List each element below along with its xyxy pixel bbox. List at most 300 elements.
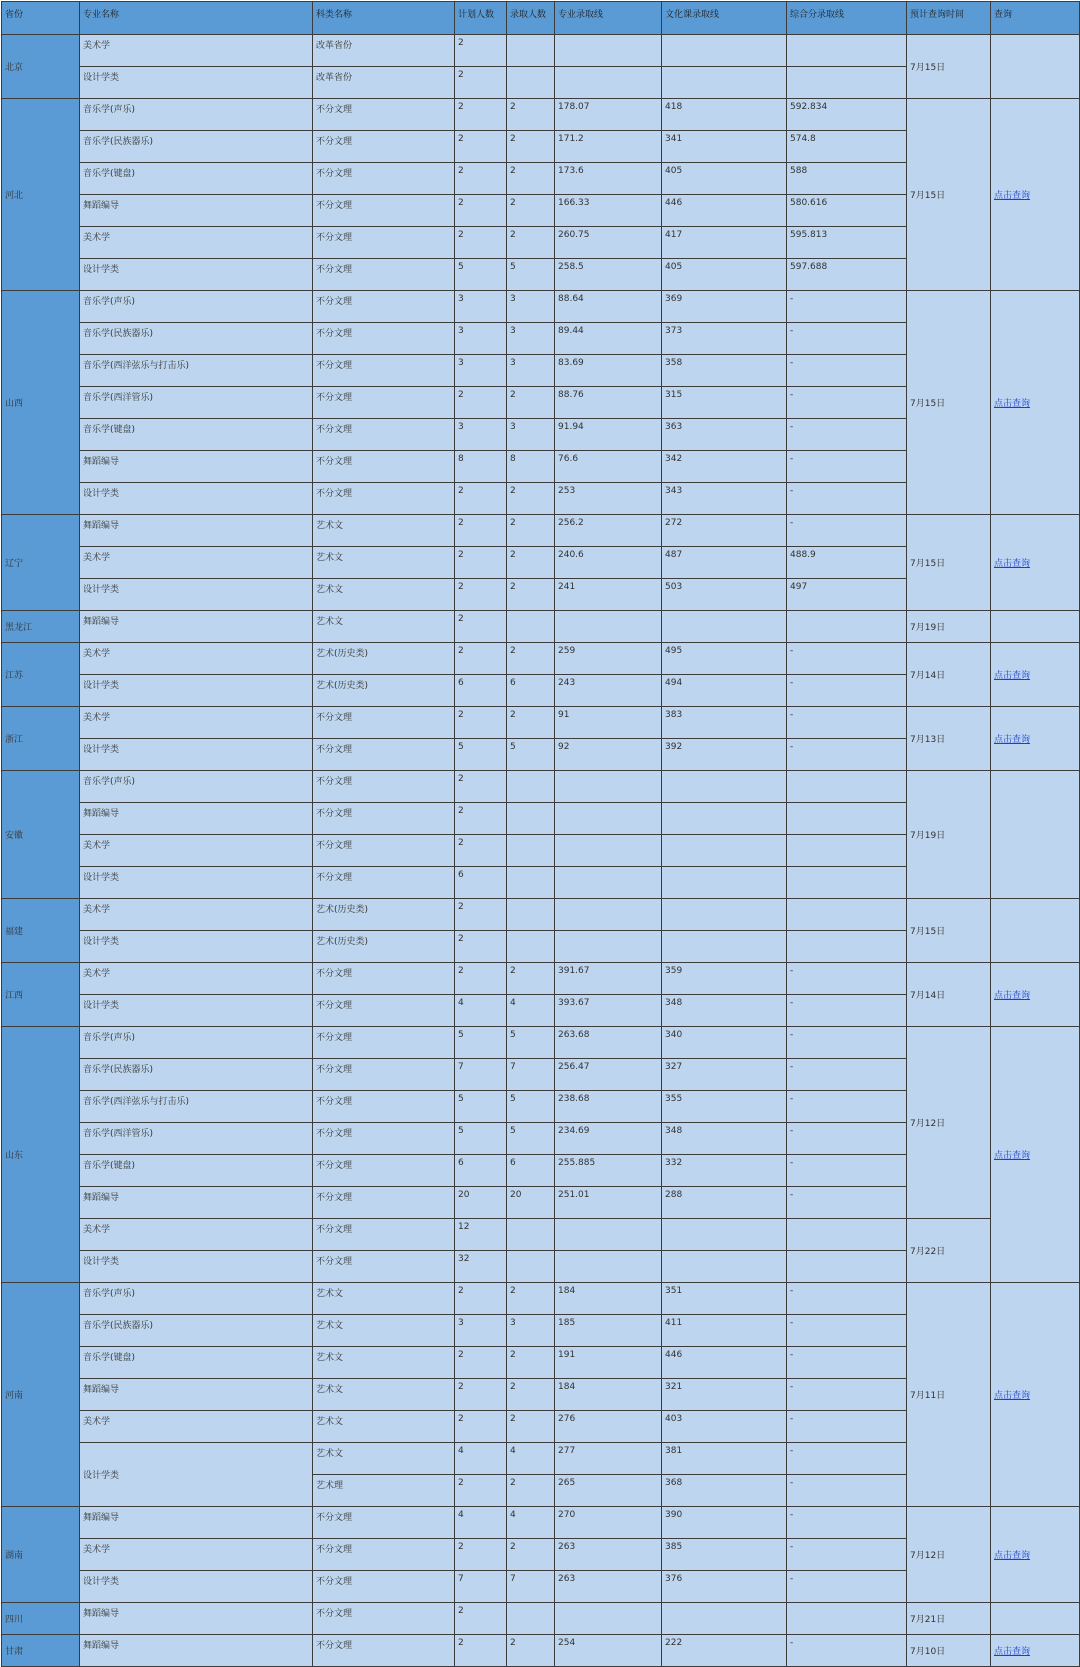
admit-count-cell: 2	[507, 163, 555, 195]
culture-score-cell: 376	[662, 1571, 787, 1603]
composite-score-cell: -	[787, 1283, 907, 1315]
culture-score-cell: 351	[662, 1283, 787, 1315]
admit-count-cell: 3	[507, 419, 555, 451]
major-cell: 美术学	[80, 643, 313, 675]
composite-score-cell: -	[787, 355, 907, 387]
plan-count-cell: 2	[455, 227, 507, 259]
table-row	[2, 611, 1080, 643]
category-cell: 艺术文	[313, 1347, 455, 1379]
composite-score-cell: -	[787, 1571, 907, 1603]
plan-count-cell: 3	[455, 419, 507, 451]
professional-score-cell: 88.64	[555, 291, 662, 323]
category-cell: 不分文理	[313, 387, 455, 419]
query-link[interactable]: 点击查询	[994, 559, 1031, 569]
province-cell: 黑龙江	[2, 611, 80, 643]
table-row	[2, 1507, 1080, 1539]
culture-score-cell: 383	[662, 707, 787, 739]
table-row	[2, 35, 1080, 67]
major-cell: 设计学类	[80, 675, 313, 707]
query-time-cell: 7月15日	[907, 291, 991, 515]
major-cell: 设计学类	[80, 739, 313, 771]
culture-score-cell: 321	[662, 1379, 787, 1411]
major-cell: 设计学类	[80, 1443, 313, 1507]
header-culture-score: 文化课录取线	[662, 2, 787, 35]
province-cell: 安徽	[2, 771, 80, 899]
category-cell: 不分文理	[313, 1219, 455, 1251]
culture-score-cell: 341	[662, 131, 787, 163]
category-cell: 艺术理	[313, 1475, 455, 1507]
plan-count-cell: 3	[455, 323, 507, 355]
culture-score-cell: 343	[662, 483, 787, 515]
professional-score-cell	[555, 611, 662, 643]
professional-score-cell: 91.94	[555, 419, 662, 451]
major-cell: 美术学	[80, 547, 313, 579]
table-row	[2, 771, 1080, 803]
culture-score-cell: 417	[662, 227, 787, 259]
category-cell: 艺术文	[313, 547, 455, 579]
professional-score-cell: 76.6	[555, 451, 662, 483]
culture-score-cell: 392	[662, 739, 787, 771]
category-cell: 艺术文	[313, 1283, 455, 1315]
table-row	[2, 1603, 1080, 1635]
query-time-cell: 7月15日	[907, 899, 991, 963]
composite-score-cell	[787, 35, 907, 67]
query-time-cell: 7月19日	[907, 771, 991, 899]
major-cell: 舞蹈编导	[80, 451, 313, 483]
header-composite-score: 综合分录取线	[787, 2, 907, 35]
major-cell: 舞蹈编导	[80, 1187, 313, 1219]
professional-score-cell: 263	[555, 1571, 662, 1603]
query-link[interactable]: 点击查询	[994, 735, 1031, 745]
professional-score-cell	[555, 35, 662, 67]
query-cell	[991, 771, 1080, 899]
major-cell: 舞蹈编导	[80, 1603, 313, 1635]
category-cell: 艺术(历史类)	[313, 899, 455, 931]
category-cell: 不分文理	[313, 1507, 455, 1539]
plan-count-cell: 7	[455, 1571, 507, 1603]
table-row	[2, 1219, 1080, 1251]
province-cell: 福建	[2, 899, 80, 963]
major-cell: 音乐学(西洋弦乐与打击乐)	[80, 355, 313, 387]
major-cell: 设计学类	[80, 1251, 313, 1283]
plan-count-cell: 2	[455, 483, 507, 515]
category-cell: 艺术(历史类)	[313, 643, 455, 675]
province-cell: 湖南	[2, 1507, 80, 1603]
composite-score-cell	[787, 803, 907, 835]
plan-count-cell: 5	[455, 739, 507, 771]
province-cell: 浙江	[2, 707, 80, 771]
plan-count-cell: 2	[455, 35, 507, 67]
plan-count-cell: 5	[455, 1027, 507, 1059]
header-major: 专业名称	[80, 2, 313, 35]
header-row	[2, 2, 1080, 35]
culture-score-cell: 348	[662, 995, 787, 1027]
culture-score-cell: 405	[662, 163, 787, 195]
plan-count-cell: 2	[455, 803, 507, 835]
query-link[interactable]: 点击查询	[994, 1391, 1031, 1401]
composite-score-cell	[787, 931, 907, 963]
culture-score-cell: 495	[662, 643, 787, 675]
plan-count-cell: 5	[455, 1091, 507, 1123]
culture-score-cell: 369	[662, 291, 787, 323]
plan-count-cell: 3	[455, 291, 507, 323]
major-cell: 美术学	[80, 1539, 313, 1571]
plan-count-cell: 2	[455, 1379, 507, 1411]
category-cell: 不分文理	[313, 963, 455, 995]
query-link[interactable]: 点击查询	[994, 191, 1031, 201]
admit-count-cell	[507, 1219, 555, 1251]
composite-score-cell: -	[787, 1091, 907, 1123]
header-province: 省份	[2, 2, 80, 35]
table-row	[2, 963, 1080, 995]
query-time-cell: 7月14日	[907, 963, 991, 1027]
professional-score-cell: 238.68	[555, 1091, 662, 1123]
category-cell: 不分文理	[313, 259, 455, 291]
category-cell: 不分文理	[313, 707, 455, 739]
major-cell: 设计学类	[80, 259, 313, 291]
query-time-cell: 7月15日	[907, 515, 991, 611]
composite-score-cell: 580.616	[787, 195, 907, 227]
province-cell: 山东	[2, 1027, 80, 1283]
plan-count-cell: 3	[455, 1315, 507, 1347]
major-cell: 音乐学(西洋弦乐与打击乐)	[80, 1091, 313, 1123]
major-cell: 设计学类	[80, 579, 313, 611]
major-cell: 舞蹈编导	[80, 1635, 313, 1667]
major-cell: 舞蹈编导	[80, 515, 313, 547]
professional-score-cell: 276	[555, 1411, 662, 1443]
plan-count-cell: 2	[455, 931, 507, 963]
culture-score-cell: 411	[662, 1315, 787, 1347]
category-cell: 不分文理	[313, 1187, 455, 1219]
admit-count-cell: 4	[507, 995, 555, 1027]
query-time-cell: 7月12日	[907, 1027, 991, 1219]
province-cell: 北京	[2, 35, 80, 99]
table-row	[2, 1635, 1080, 1667]
query-time-cell: 7月22日	[907, 1219, 991, 1283]
query-link[interactable]: 点击查询	[994, 991, 1031, 1001]
major-cell: 音乐学(西洋管乐)	[80, 387, 313, 419]
header-professional-score: 专业录取线	[555, 2, 662, 35]
admit-count-cell	[507, 835, 555, 867]
plan-count-cell: 7	[455, 1059, 507, 1091]
culture-score-cell: 332	[662, 1155, 787, 1187]
culture-score-cell: 446	[662, 1347, 787, 1379]
category-cell: 艺术文	[313, 1443, 455, 1475]
composite-score-cell: -	[787, 1187, 907, 1219]
composite-score-cell: -	[787, 1347, 907, 1379]
culture-score-cell: 363	[662, 419, 787, 451]
admit-count-cell: 20	[507, 1187, 555, 1219]
professional-score-cell: 265	[555, 1475, 662, 1507]
category-cell: 艺术文	[313, 611, 455, 643]
composite-score-cell: -	[787, 995, 907, 1027]
header-query: 查询	[991, 2, 1080, 35]
professional-score-cell: 253	[555, 483, 662, 515]
province-cell: 甘肃	[2, 1635, 80, 1667]
admit-count-cell	[507, 67, 555, 99]
composite-score-cell: -	[787, 739, 907, 771]
culture-score-cell: 348	[662, 1123, 787, 1155]
culture-score-cell	[662, 1219, 787, 1251]
culture-score-cell: 272	[662, 515, 787, 547]
admit-count-cell: 5	[507, 1091, 555, 1123]
plan-count-cell: 2	[455, 1539, 507, 1571]
admit-count-cell: 2	[507, 131, 555, 163]
admit-count-cell: 8	[507, 451, 555, 483]
major-cell: 美术学	[80, 899, 313, 931]
professional-score-cell	[555, 771, 662, 803]
professional-score-cell: 88.76	[555, 387, 662, 419]
admit-count-cell: 5	[507, 739, 555, 771]
major-cell: 音乐学(西洋管乐)	[80, 1123, 313, 1155]
table-row	[2, 707, 1080, 739]
table-row	[2, 99, 1080, 131]
major-cell: 美术学	[80, 1411, 313, 1443]
plan-count-cell: 2	[455, 1475, 507, 1507]
major-cell: 舞蹈编导	[80, 1379, 313, 1411]
plan-count-cell: 2	[455, 547, 507, 579]
category-cell: 不分文理	[313, 291, 455, 323]
culture-score-cell: 446	[662, 195, 787, 227]
admit-count-cell: 2	[507, 195, 555, 227]
category-cell: 艺术文	[313, 579, 455, 611]
admit-count-cell: 2	[507, 227, 555, 259]
culture-score-cell: 403	[662, 1411, 787, 1443]
professional-score-cell: 263.68	[555, 1027, 662, 1059]
province-cell: 四川	[2, 1603, 80, 1635]
query-link[interactable]: 点击查询	[994, 671, 1031, 681]
culture-score-cell: 327	[662, 1059, 787, 1091]
major-cell: 舞蹈编导	[80, 1507, 313, 1539]
composite-score-cell	[787, 1603, 907, 1635]
major-cell: 音乐学(声乐)	[80, 771, 313, 803]
admit-count-cell: 2	[507, 547, 555, 579]
plan-count-cell: 2	[455, 643, 507, 675]
composite-score-cell	[787, 899, 907, 931]
admit-count-cell: 6	[507, 1155, 555, 1187]
category-cell: 不分文理	[313, 131, 455, 163]
province-cell: 江苏	[2, 643, 80, 707]
plan-count-cell: 2	[455, 579, 507, 611]
major-cell: 设计学类	[80, 867, 313, 899]
professional-score-cell: 185	[555, 1315, 662, 1347]
composite-score-cell: -	[787, 1155, 907, 1187]
composite-score-cell	[787, 835, 907, 867]
category-cell: 不分文理	[313, 355, 455, 387]
major-cell: 音乐学(民族器乐)	[80, 131, 313, 163]
culture-score-cell: 315	[662, 387, 787, 419]
culture-score-cell	[662, 899, 787, 931]
composite-score-cell	[787, 1251, 907, 1283]
query-cell	[991, 643, 1080, 707]
composite-score-cell: 595.813	[787, 227, 907, 259]
professional-score-cell	[555, 931, 662, 963]
plan-count-cell: 6	[455, 1155, 507, 1187]
plan-count-cell: 3	[455, 355, 507, 387]
table-row	[2, 643, 1080, 675]
major-cell: 舞蹈编导	[80, 803, 313, 835]
composite-score-cell: -	[787, 1635, 907, 1667]
professional-score-cell: 255.885	[555, 1155, 662, 1187]
composite-score-cell: -	[787, 643, 907, 675]
professional-score-cell: 178.07	[555, 99, 662, 131]
professional-score-cell: 393.67	[555, 995, 662, 1027]
category-cell: 改革省份	[313, 67, 455, 99]
category-cell: 不分文理	[313, 99, 455, 131]
culture-score-cell: 385	[662, 1539, 787, 1571]
header-plan-count: 计划人数	[455, 2, 507, 35]
admit-count-cell	[507, 803, 555, 835]
composite-score-cell: -	[787, 1379, 907, 1411]
admit-count-cell: 6	[507, 675, 555, 707]
query-time-cell: 7月12日	[907, 1507, 991, 1603]
major-cell: 音乐学(声乐)	[80, 1027, 313, 1059]
culture-score-cell	[662, 35, 787, 67]
plan-count-cell: 2	[455, 707, 507, 739]
province-cell: 辽宁	[2, 515, 80, 611]
major-cell: 美术学	[80, 963, 313, 995]
query-link[interactable]: 点击查询	[994, 1647, 1031, 1657]
professional-score-cell: 263	[555, 1539, 662, 1571]
header-admit-count: 录取人数	[507, 2, 555, 35]
admit-count-cell: 2	[507, 643, 555, 675]
plan-count-cell: 5	[455, 1123, 507, 1155]
culture-score-cell: 355	[662, 1091, 787, 1123]
query-time-cell: 7月13日	[907, 707, 991, 771]
professional-score-cell: 234.69	[555, 1123, 662, 1155]
professional-score-cell: 240.6	[555, 547, 662, 579]
culture-score-cell: 503	[662, 579, 787, 611]
header-query-time: 预计查询时间	[907, 2, 991, 35]
plan-count-cell: 2	[455, 1411, 507, 1443]
major-cell: 音乐学(民族器乐)	[80, 1059, 313, 1091]
query-time-cell: 7月15日	[907, 35, 991, 99]
category-cell: 不分文理	[313, 1539, 455, 1571]
query-link[interactable]: 点击查询	[994, 1151, 1031, 1161]
professional-score-cell: 191	[555, 1347, 662, 1379]
professional-score-cell: 184	[555, 1379, 662, 1411]
category-cell: 艺术(历史类)	[313, 675, 455, 707]
major-cell: 设计学类	[80, 995, 313, 1027]
culture-score-cell: 358	[662, 355, 787, 387]
plan-count-cell: 6	[455, 867, 507, 899]
composite-score-cell	[787, 67, 907, 99]
province-cell: 河北	[2, 99, 80, 291]
query-cell	[991, 1027, 1080, 1283]
table-row	[2, 515, 1080, 547]
admit-count-cell: 2	[507, 1635, 555, 1667]
category-cell: 艺术(历史类)	[313, 931, 455, 963]
admit-count-cell	[507, 771, 555, 803]
province-cell: 江西	[2, 963, 80, 1027]
major-cell: 音乐学(键盘)	[80, 1347, 313, 1379]
plan-count-cell: 4	[455, 995, 507, 1027]
admit-count-cell: 2	[507, 1347, 555, 1379]
composite-score-cell: -	[787, 1443, 907, 1475]
plan-count-cell: 2	[455, 1635, 507, 1667]
culture-score-cell	[662, 931, 787, 963]
category-cell: 不分文理	[313, 1635, 455, 1667]
category-cell: 不分文理	[313, 419, 455, 451]
composite-score-cell: -	[787, 1027, 907, 1059]
composite-score-cell: -	[787, 963, 907, 995]
culture-score-cell: 368	[662, 1475, 787, 1507]
category-cell: 艺术文	[313, 1315, 455, 1347]
major-cell: 设计学类	[80, 1571, 313, 1603]
composite-score-cell: -	[787, 1475, 907, 1507]
composite-score-cell: -	[787, 483, 907, 515]
major-cell: 设计学类	[80, 931, 313, 963]
query-link[interactable]: 点击查询	[994, 1551, 1031, 1561]
category-cell: 不分文理	[313, 1603, 455, 1635]
professional-score-cell: 256.47	[555, 1059, 662, 1091]
composite-score-cell: -	[787, 1059, 907, 1091]
admit-count-cell: 2	[507, 1539, 555, 1571]
admit-count-cell: 2	[507, 963, 555, 995]
professional-score-cell: 171.2	[555, 131, 662, 163]
query-time-cell: 7月10日	[907, 1635, 991, 1667]
culture-score-cell: 405	[662, 259, 787, 291]
admit-count-cell	[507, 899, 555, 931]
admit-count-cell: 2	[507, 1475, 555, 1507]
category-cell: 不分文理	[313, 1123, 455, 1155]
professional-score-cell	[555, 67, 662, 99]
query-cell	[991, 611, 1080, 643]
culture-score-cell: 487	[662, 547, 787, 579]
province-cell: 河南	[2, 1283, 80, 1507]
professional-score-cell	[555, 1603, 662, 1635]
category-cell: 不分文理	[313, 995, 455, 1027]
plan-count-cell: 2	[455, 899, 507, 931]
major-cell: 音乐学(民族器乐)	[80, 323, 313, 355]
plan-count-cell: 5	[455, 259, 507, 291]
professional-score-cell: 241	[555, 579, 662, 611]
admit-count-cell: 2	[507, 99, 555, 131]
major-cell: 音乐学(声乐)	[80, 1283, 313, 1315]
admit-count-cell: 2	[507, 387, 555, 419]
query-cell	[991, 35, 1080, 99]
admit-count-cell: 2	[507, 515, 555, 547]
composite-score-cell: -	[787, 515, 907, 547]
category-cell: 艺术文	[313, 1379, 455, 1411]
admit-count-cell: 2	[507, 1411, 555, 1443]
query-cell	[991, 707, 1080, 771]
admit-count-cell	[507, 1251, 555, 1283]
category-cell: 不分文理	[313, 451, 455, 483]
culture-score-cell: 340	[662, 1027, 787, 1059]
culture-score-cell: 494	[662, 675, 787, 707]
plan-count-cell: 2	[455, 835, 507, 867]
query-link[interactable]: 点击查询	[994, 399, 1031, 409]
category-cell: 不分文理	[313, 771, 455, 803]
composite-score-cell	[787, 611, 907, 643]
category-cell: 不分文理	[313, 739, 455, 771]
admit-count-cell: 2	[507, 483, 555, 515]
plan-count-cell: 2	[455, 195, 507, 227]
plan-count-cell: 2	[455, 387, 507, 419]
composite-score-cell: -	[787, 291, 907, 323]
composite-score-cell: -	[787, 1411, 907, 1443]
category-cell: 不分文理	[313, 1059, 455, 1091]
professional-score-cell	[555, 803, 662, 835]
professional-score-cell	[555, 1219, 662, 1251]
composite-score-cell: -	[787, 675, 907, 707]
professional-score-cell: 391.67	[555, 963, 662, 995]
culture-score-cell: 288	[662, 1187, 787, 1219]
admit-count-cell	[507, 35, 555, 67]
admit-count-cell: 2	[507, 1283, 555, 1315]
query-cell	[991, 1507, 1080, 1603]
